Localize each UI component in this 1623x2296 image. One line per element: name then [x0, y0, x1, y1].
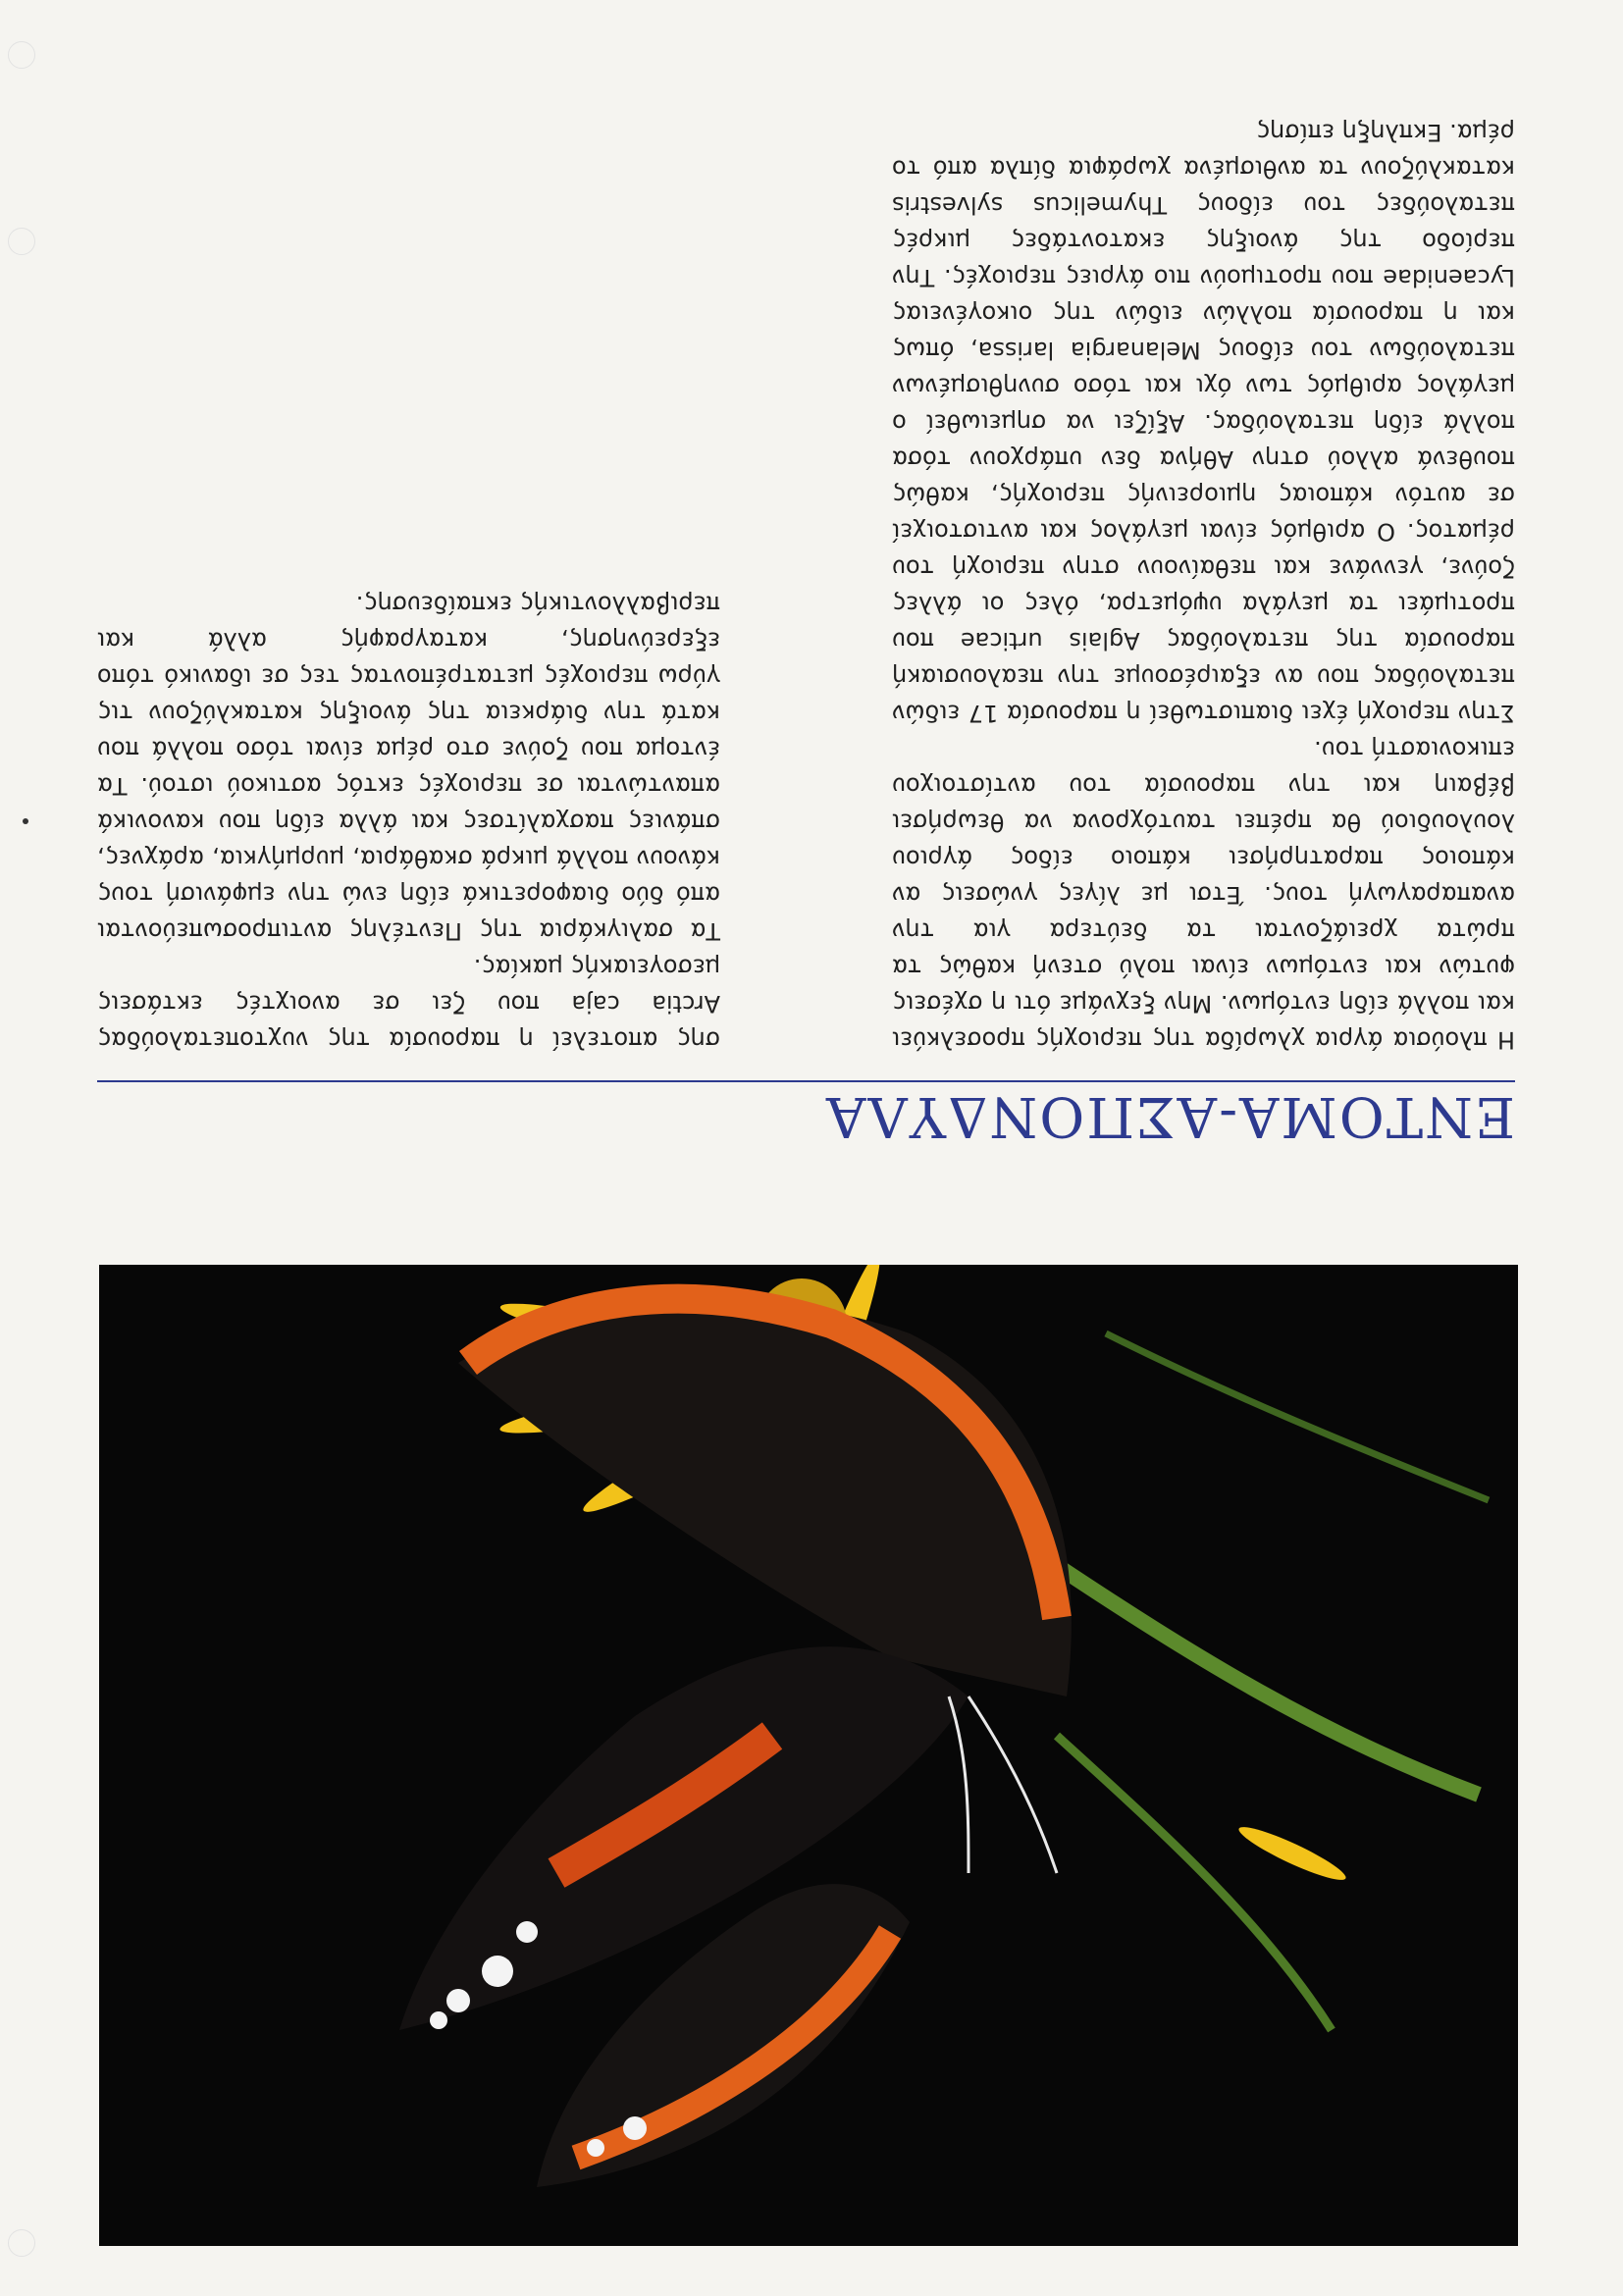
- printer-dot: [23, 818, 28, 824]
- binder-hole: [8, 2229, 35, 2257]
- text-column-right: [97, 586, 720, 1058]
- title-divider: [97, 1080, 1515, 1082]
- paragraph: σης αποτελεί η παρουσία της νυχτοπεταλούδας Arctia caja που ζει σε ανοιχτές εκτάσεις μεσογειακής μακίας.: [97, 954, 720, 1054]
- paragraph: Η πλούσια άγρια χλωρίδα της περιοχής προσελκύει και πολλά είδη εντόμων. Μην ξεχνάμε ότι η σχέσεις φυτών και εντόμων είναι πολύ στενή καθώς τα πρώτα χρειάζονται τα δεύτερα για την αναπαραγωγή τους. Έτσι με λίγες γνώσεις αν κάποιος παρατηρήσει κάποιο είδος άγριου λουλουδιού θα πρέπει ταυτόχρονα να θεωρήσει βέβαιη και την παρουσία του αντίστοιχου επικονιαστή του.: [892, 736, 1515, 1054]
- binder-hole: [8, 228, 35, 255]
- text-column-left: [892, 114, 1515, 1058]
- binder-hole: [8, 41, 35, 69]
- article-title: ΕΝΤΟΜΑ-ΑΣΠΟΝΔΥΛΑ: [824, 1084, 1515, 1148]
- butterfly-illustration: [99, 1265, 1518, 2246]
- butterfly-photo: [99, 1265, 1518, 2246]
- paragraph: Τα σαλιγκάρια της Πεντέλης αντιπροσωπεύονται από δύο διαφορετικά είδη ενώ την εμφάνισή τους κάνουν πολλά μικρά σκαθάρια, μυρμήγκια, αράχνες, σπάνιες πασχαλίτσες και άλλα είδη που κανονικά απαντώνται σε περιοχές εκτός αστικού ιστού. Τα έντομα που ζούνε στο ρέμα είναι τόσο πολλά που κατά την διάρκεια της άνοιξης κατακλύζουν τις γύρω περιοχές μετατρέποντας τες σε ιδανικό τόπο εξερεύνησης, καταγραφής αλλά και περιβαλλοντικής εκπαίδευσης.: [97, 591, 720, 945]
- paragraph: Στην περιοχή έχει διαπιστωθεί η παρουσία 17 ειδών πεταλούδας που αν εξαιρέσουμε την πεαλουσιακή παρουσία της πεταλούδας Aglais urticae που προτιμάει τα μεγάλα υψόμετρα, όλες οι άλλες ζούνε, γεννάνε και πεθαίνουν στην περιοχή του ρέματος. Ο αριθμός είναι μεγάλος και αντιστοιχεί σε αυτόν κάποιας ημιορεινής περιοχής, καθώς πουθενά αλλού στην Αθήνα δεν υπάρχουν τόσα πολλά είδη πεταλούδας. Αξίζει να σημειωθεί ο μεγάλος αριθμός των όχι και τόσο συνηθισμένων πεταλούδων του είδους Melanargia larissa, όπως και η παρουσία πολλών ειδών της οικογένειας Lycaenidae που προτιμούν πιο άγριες περιοχές. Την περίοδο της άνοιξης εκατοντάδες μικρές πεταλούδες του είδους Thymelicus sylvestris κατακλύζουν τα ανθισμένα χωράφια δίπλα από το ρέμα. Εκπληξη επίσης: [892, 119, 1515, 727]
